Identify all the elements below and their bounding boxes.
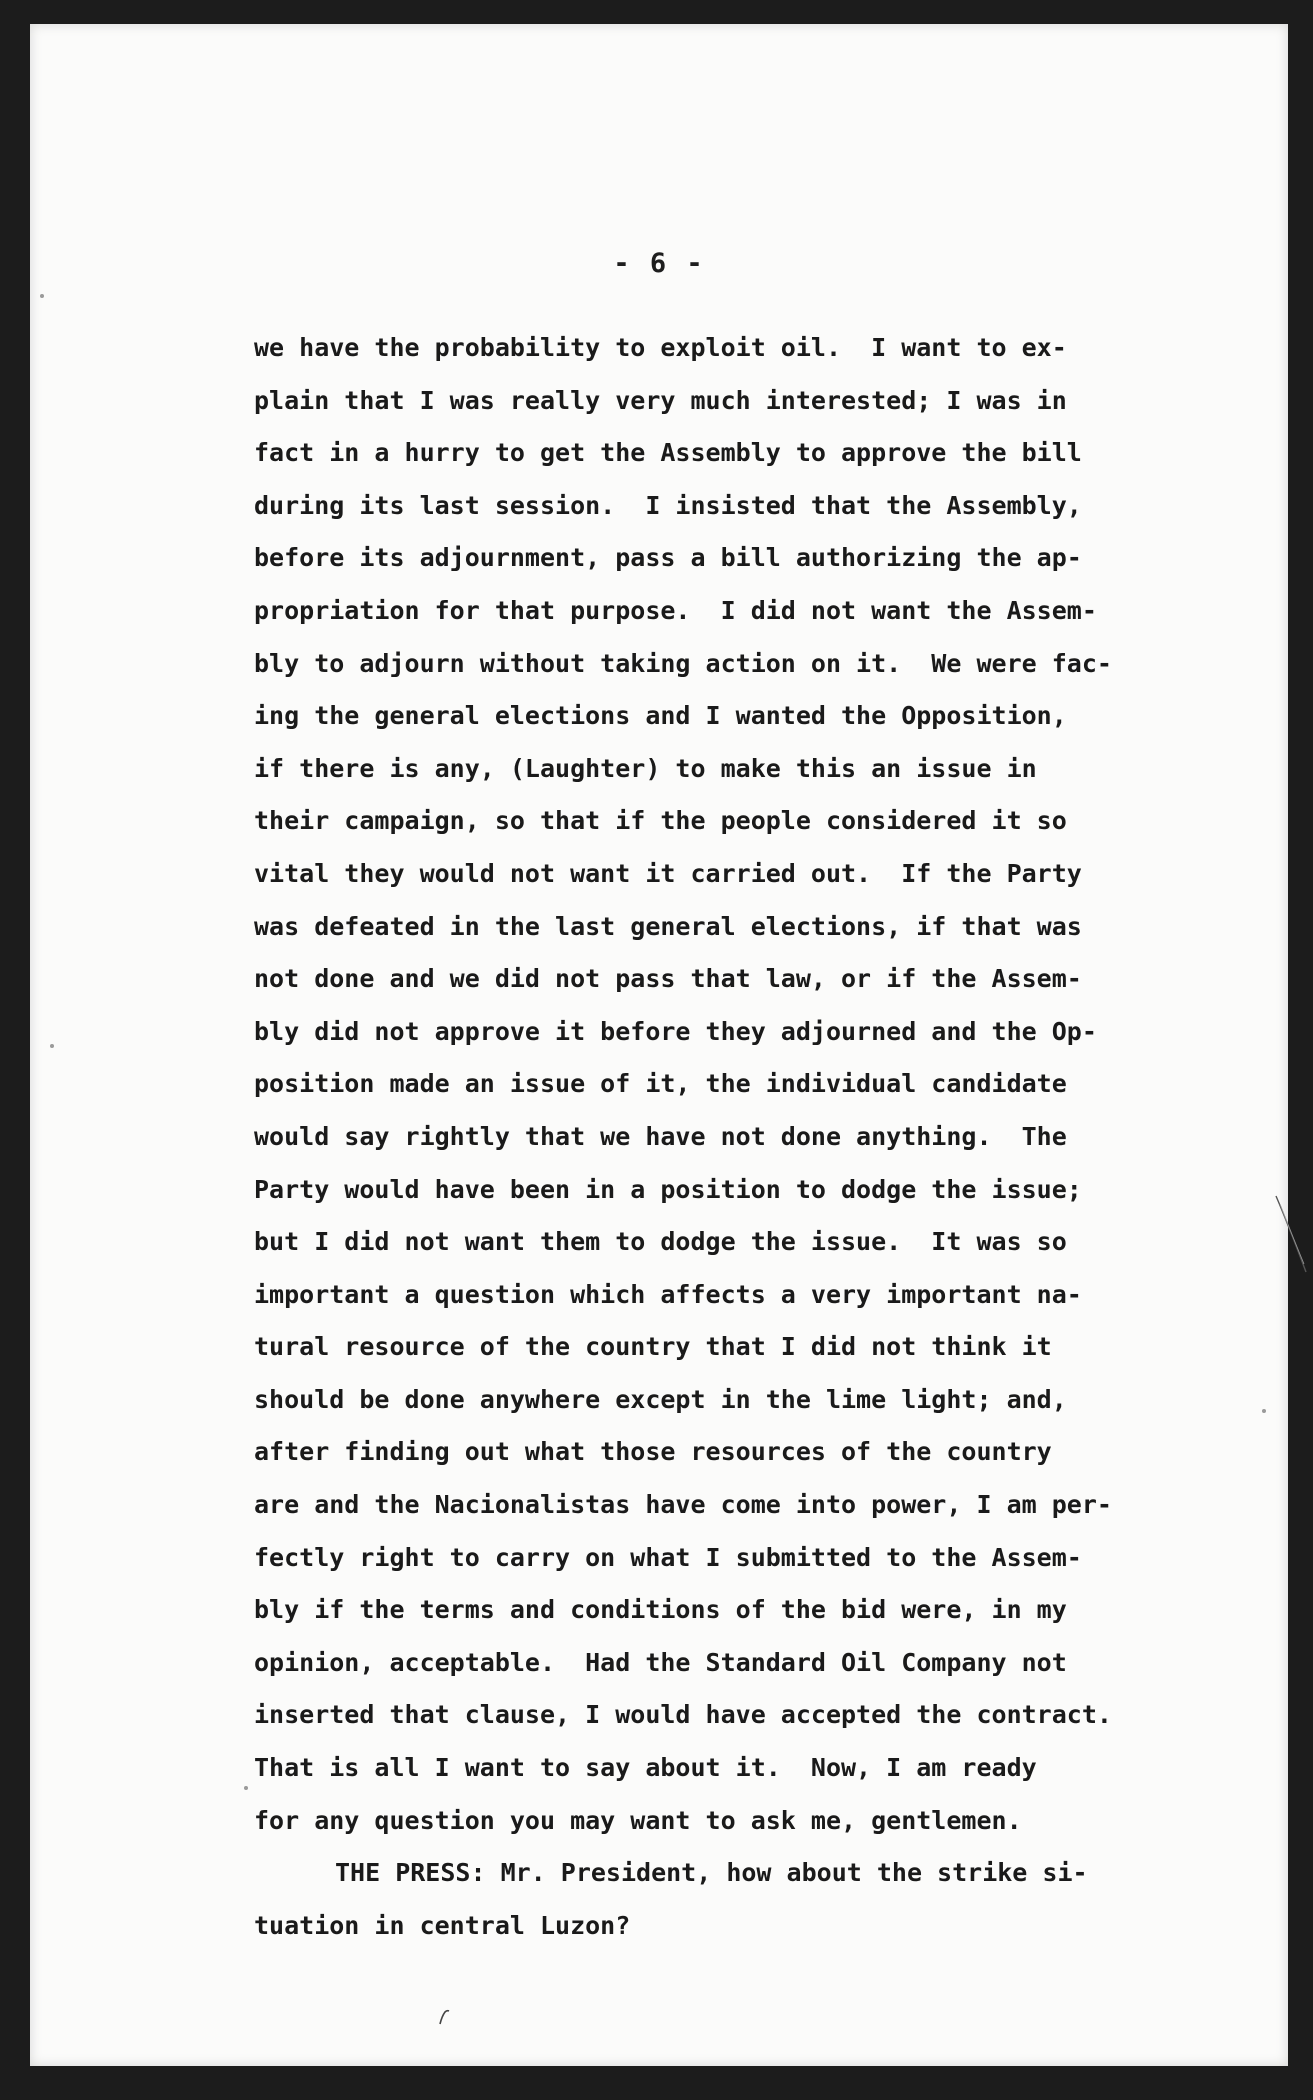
text-line: bly if the terms and conditions of the bid were, in my xyxy=(254,1595,1067,1625)
paper-speck xyxy=(1262,1409,1266,1413)
paper-speck xyxy=(244,1786,248,1790)
text-line: Party would have been in a position to dodge the issue; xyxy=(254,1174,1082,1204)
paper-speck xyxy=(40,294,44,298)
text-line: we have the probability to exploit oil. I want to ex- xyxy=(254,333,1067,362)
text-line: was defeated in the last general elections, if that was xyxy=(254,911,1082,941)
text-line: position made an issue of it, the individual candidate xyxy=(254,1069,1067,1099)
text-line: vital they would not want it carried out. If the Party xyxy=(254,858,1082,888)
page-number: - 6 - xyxy=(613,248,705,279)
text-line: during its last session. I insisted that the Assembly, xyxy=(254,490,1082,520)
text-line: THE PRESS: Mr. President, how about the strike si- xyxy=(335,1858,1088,1888)
text-line: should be done anywhere except in the lime light; and, xyxy=(254,1384,1067,1414)
paper-speck xyxy=(50,1044,54,1048)
text-line: fact in a hurry to get the Assembly to approve the bill xyxy=(254,438,1082,468)
pencil-mark-icon xyxy=(437,2008,451,2026)
text-line: but I did not want them to dodge the issue. It was so xyxy=(254,1227,1067,1257)
text-line: plain that I was really very much interested; I was in xyxy=(254,385,1067,415)
document-page xyxy=(30,24,1288,2066)
text-line: would say rightly that we have not done anything. The xyxy=(254,1121,1067,1151)
text-line: tuation in central Luzon? xyxy=(254,1910,631,1940)
text-line: if there is any, (Laughter) to make this an issue in xyxy=(254,753,1037,783)
text-line: inserted that clause, I would have accepted the contract. xyxy=(254,1700,1112,1730)
text-line: important a question which affects a very important na- xyxy=(254,1279,1082,1309)
text-line: That is all I want to say about it. Now, I am ready xyxy=(254,1753,1037,1783)
text-line: fectly right to carry on what I submitted to the Assem- xyxy=(254,1542,1082,1572)
page-crease-icon xyxy=(1274,1194,1308,1274)
text-line: opinion, acceptable. Had the Standard Oil Company not xyxy=(254,1647,1067,1677)
text-line: their campaign, so that if the people considered it so xyxy=(254,806,1067,836)
text-line: for any question you may want to ask me, gentlemen. xyxy=(254,1805,1022,1835)
text-line: bly did not approve it before they adjourned and the Op- xyxy=(254,1016,1097,1046)
document-body xyxy=(254,322,1194,1952)
text-line: after finding out what those resources of the country xyxy=(254,1437,1052,1467)
text-line: propriation for that purpose. I did not want the Assem- xyxy=(254,595,1097,625)
text-line: before its adjournment, pass a bill authorizing the ap- xyxy=(254,543,1082,573)
text-line: not done and we did not pass that law, or if the Assem- xyxy=(254,964,1082,994)
text-line: ing the general elections and I wanted the Opposition, xyxy=(254,701,1067,731)
text-line: bly to adjourn without taking action on it. We were fac- xyxy=(254,648,1112,678)
text-line: are and the Nacionalistas have come into power, I am per- xyxy=(254,1490,1112,1520)
text-line: tural resource of the country that I did not think it xyxy=(254,1332,1052,1362)
